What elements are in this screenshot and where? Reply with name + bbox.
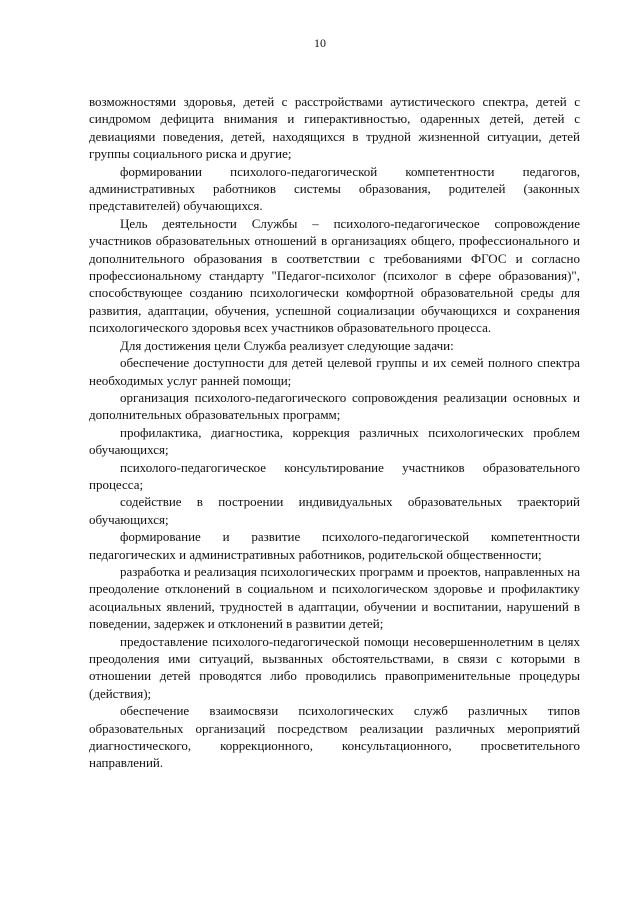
page-number: 10 — [314, 36, 326, 50]
paragraph-service-goal: Цель деятельности Службы – психолого-педагогическое сопровождение участников образовательных отношений в организациях общего, профессионального и дополнительного образования в соответствии с требованиями ФГОС и согласно профессиональному стандарту "Педагог-психолог (психолог в сфере образования)", способствующее созданию психологически комфортной образовательной среды для развития, адаптации, обучения, успешной социализации обучающихся и сохранения психологического здоровья всех участников образовательного процесса. — [89, 215, 580, 336]
task-item-minors-help: предоставление психолого-педагогической помощи несовершеннолетним в целях преодоления ими ситуаций, вызванных обстоятельствами, в связи с которыми в отношении детей проводятся либо проводились правоприменительные процедуры (действия); — [89, 633, 580, 701]
task-item-trajectories: содействие в построении индивидуальных образовательных траекторий обучающихся; — [89, 494, 580, 527]
task-item-competence: формирование и развитие психолого-педагогической компетентности педагогических и административных работников, родительской общественности; — [89, 529, 580, 562]
task-item-prevention: профилактика, диагностика, коррекция различных психологических проблем обучающихся; — [89, 424, 580, 458]
document-body — [89, 93, 580, 772]
task-item-consulting: психолого-педагогическое консультирование участников образовательного процесса; — [89, 459, 580, 492]
paragraph-tasks-intro: Для достижения цели Служба реализует следующие задачи: — [120, 337, 454, 353]
task-item-early-help: обеспечение доступности для детей целевой группы и их семей полного спектра необходимых услуг ранней помощи; — [89, 355, 580, 388]
task-item-interaction: обеспечение взаимосвязи психологических служб различных типов образовательных организаций посредством реализации различных мероприятий диагностического, коррекционного, консультационного, просветительного направлений. — [89, 703, 580, 771]
task-item-programs-projects: разработка и реализация психологических программ и проектов, направленных на преодоление отклонений в социальном и психологическом здоровье и профилактику асоциальных явлений, трудностей в адаптации, обучении и воспитании, нарушений в поведении, задержек и отклонений в развитии детей; — [89, 563, 580, 632]
paragraph-continuation: возможностями здоровья, детей с расстройствами аутистического спектра, детей с синдромом дефицита внимания и гиперактивностью, одаренных детей, детей с девиациями поведения, детей, находящихся в трудной жизненной ситуации, детей группы социального риска и другие; — [89, 94, 580, 162]
task-item-program-support: организация психолого-педагогического сопровождения реализации основных и дополнительных образовательных программ; — [89, 389, 580, 423]
paragraph-competence-formation: формировании психолого-педагогической компетентности педагогов, административных работников системы образования, родителей (законных представителей) обучающихся. — [89, 163, 580, 214]
